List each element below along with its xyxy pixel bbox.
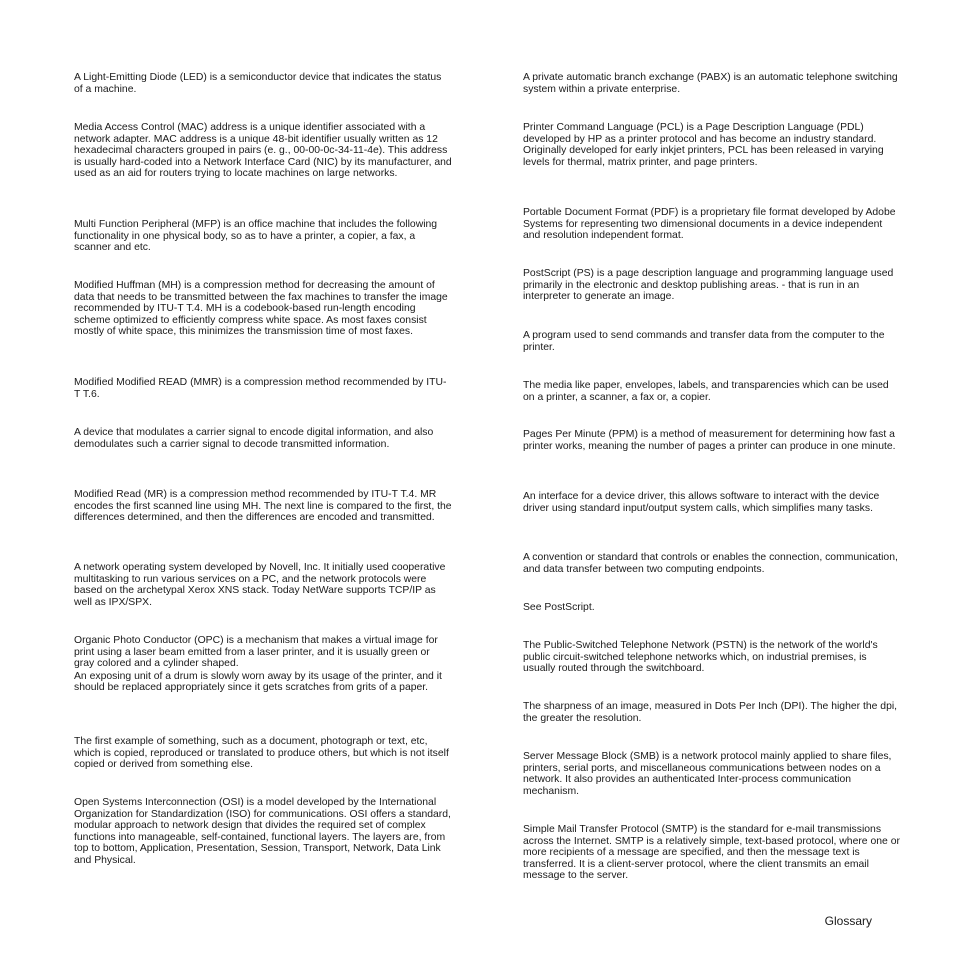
glossary-entry — [74, 280, 452, 338]
glossary-entry — [523, 824, 901, 882]
definition-text: Modified Modified READ (MMR) is a compression method recommended by ITU-T T.6. — [74, 377, 447, 400]
definition-text: Simple Mail Transfer Protocol (SMTP) is the standard for e-mail transmissions across the Internet. SMTP is a relatively simple, text-based protocol, where one or more recipients of a message are specified, and then the message text is transferred. It is a client-server protocol, where the client transmits an email message to the server. — [523, 824, 900, 882]
definition-text: A device that modulates a carrier signal to encode digital information, and also demodulates such a carrier signal to decode transmitted information. — [74, 427, 434, 450]
definition-text: Printer Command Language (PCL) is a Page Description Language (PDL) developed by HP as a printer protocol and has become an industry standard. Originally developed for early inkjet printers, PCL has been released in varying levels for thermal, matrix printer, and page printers. — [523, 122, 884, 168]
glossary-entry — [74, 122, 452, 180]
glossary-entry — [523, 552, 901, 575]
section-footer-label: Glossary — [824, 914, 872, 928]
definition-text: Organic Photo Conductor (OPC) is a mechanism that makes a virtual image for print using a laser beam emitted from a laser printer, and it is usually green or gray colored and a cylinder shaped. — [74, 635, 438, 670]
glossary-entry — [74, 377, 452, 400]
glossary-entry — [74, 635, 452, 694]
definition-text: The media like paper, envelopes, labels, and transparencies which can be used on a printer, a scanner, a fax or, a copier. — [523, 380, 889, 403]
glossary-entry — [523, 701, 901, 724]
glossary-entry — [74, 797, 452, 867]
definition-text: An exposing unit of a drum is slowly worn away by its usage of the printer, and it should be replaced appropriately since it gets scratches from grits of a paper. — [74, 670, 442, 694]
glossary-entry — [523, 751, 901, 797]
definition-text: Open Systems Interconnection (OSI) is a model developed by the International Organization for Standardization (ISO) for communications. OSI offers a standard, modular approach to network design that divides the required set of complex functions into manageable, self-contained, functional layers. The layers are, from top to bottom, Application, Presentation, Session, Transport, Network, Data Link and Physical. — [74, 797, 451, 866]
definition-text: A Light-Emitting Diode (LED) is a semiconductor device that indicates the status of a machine. — [74, 72, 442, 95]
glossary-entry — [523, 330, 901, 353]
definition-text: Media Access Control (MAC) address is a unique identifier associated with a network adapter. MAC address is a unique 48-bit identifier usually written as 12 hexadecimal characters grouped in pairs (e. g., 00-00-0c-34-11-4e). This address is usually hard-coded into a Network Interface Card (NIC) by its manufacturer, and used as an aid for routers trying to locate machines on large networks. — [74, 122, 452, 180]
glossary-entry — [74, 72, 452, 95]
glossary-entry — [74, 489, 452, 524]
definition-text: A network operating system developed by Novell, Inc. It initially used cooperative multitasking to run various services on a PC, and the network protocols were based on the archetypal Xerox XNS stack. Today NetWare supports TCP/IP as well as IPX/SPX. — [74, 562, 446, 608]
glossary-entry — [523, 72, 901, 95]
glossary-entry — [74, 736, 452, 771]
definition-text: Modified Read (MR) is a compression method recommended by ITU-T T.4. MR encodes the first scanned line using MH. The next line is compared to the first, the differences determined, and then the differences are encoded and transmitted. — [74, 489, 452, 524]
definition-text: Portable Document Format (PDF) is a proprietary file format developed by Adobe Systems for representing two dimensional documents in a device independent and resolution independent format. — [523, 207, 896, 242]
definition-text: The sharpness of an image, measured in Dots Per Inch (DPI). The higher the dpi, the greater the resolution. — [523, 701, 898, 724]
definition-text: A program used to send commands and transfer data from the computer to the printer. — [523, 330, 885, 353]
definition-text: PostScript (PS) is a page description language and programming language used primarily in the electronic and desktop publishing areas. - that is run in an interpreter to generate an image. — [523, 268, 894, 303]
glossary-entry — [523, 602, 901, 614]
glossary-entry — [74, 562, 452, 608]
glossary-entry — [74, 219, 452, 254]
glossary-entry — [523, 268, 901, 303]
definition-text: See PostScript. — [523, 602, 595, 613]
definition-text: An interface for a device driver, this allows software to interact with the device driver using standard input/output system calls, which simplifies many tasks. — [523, 491, 880, 514]
definition-text: The first example of something, such as a document, photograph or text, etc, which is copied, reproduced or translated to produce others, but which is not itself copied or derived from something else. — [74, 736, 449, 771]
glossary-entry — [523, 207, 901, 242]
definition-text: Pages Per Minute (PPM) is a method of measurement for determining how fast a printer works, meaning the number of pages a printer can produce in one minute. — [523, 429, 896, 452]
definition-text: Modified Huffman (MH) is a compression method for decreasing the amount of data that needs to be transmitted between the fax machines to transfer the image recommended by ITU-T T.4. MH is a codebook-based run-length encoding scheme optimized to efficiently compress white space. As most faxes consist mostly of white space, this minimizes the transmission time of most faxes. — [74, 280, 448, 338]
definition-text: A private automatic branch exchange (PABX) is an automatic telephone switching system within a private enterprise. — [523, 72, 898, 95]
definition-text: Multi Function Peripheral (MFP) is an office machine that includes the following functionality in one physical body, so as to have a printer, a copier, a fax, a scanner and etc. — [74, 219, 438, 254]
glossary-entry — [74, 427, 452, 450]
glossary-entry — [523, 122, 901, 168]
definition-text: The Public-Switched Telephone Network (PSTN) is the network of the world's public circuit-switched telephone networks which, on industrial premises, is usually routed through the switchboard. — [523, 640, 878, 675]
glossary-entry — [523, 640, 901, 675]
glossary-entry — [523, 491, 901, 514]
glossary-entry — [523, 429, 901, 452]
definition-text: Server Message Block (SMB) is a network protocol mainly applied to share files, printers, serial ports, and miscellaneous communications between nodes on a network. It also provides an authenticated Inter-process communication mechanism. — [523, 751, 892, 797]
glossary-entry — [523, 380, 901, 403]
definition-text: A convention or standard that controls or enables the connection, communication, and data transfer between two computing endpoints. — [523, 552, 898, 575]
